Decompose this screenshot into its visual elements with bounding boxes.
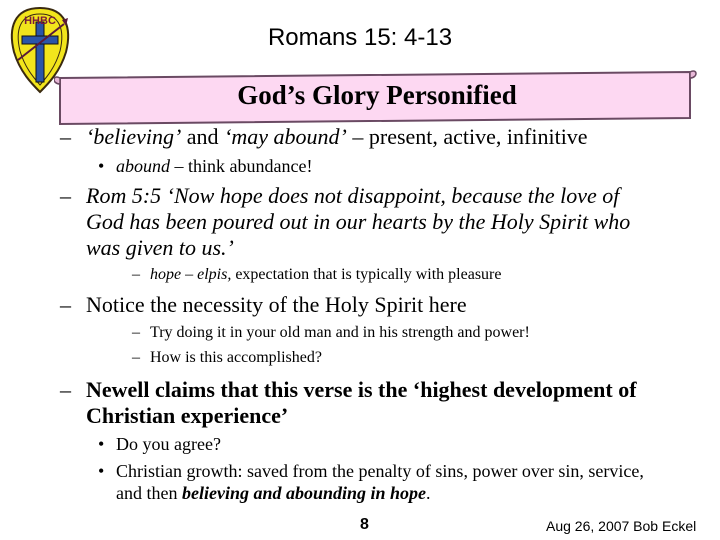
bullet-believing [60,124,588,150]
bullet-text: and then [116,483,182,503]
subbullet-abound [98,156,312,177]
dash-marker: – [132,324,140,341]
term-may-abound: ‘may abound’ [224,124,347,149]
bullet-text: Try doing it in your old man and in his strength and power! [150,324,530,341]
subbullet-old-man [132,324,530,342]
quote-line-2: God has been poured out in our hearts by the Holy Spirit who [86,209,631,234]
title-scroll-banner [54,66,700,126]
slide-header: Romans 15: 4-13 [267,24,453,51]
dot-marker: • [98,434,105,454]
quote-line-3: was given to us.’ [86,235,234,260]
bullet-text: – think abundance! [170,156,313,176]
bullet-text: – present, active, infinitive [346,124,588,149]
bullet-text: . [426,483,431,503]
term-hope-elpis: hope – elpis, [150,266,232,283]
newell-line-2: Christian experience’ [86,403,289,428]
growth-line-1: Christian growth: saved from the penalty of sins, power over sin, service, [116,461,644,481]
dash-marker: – [132,266,140,283]
footer-date-author: Aug 26, 2007 Bob Eckel [546,518,697,534]
bullet-text: Notice the necessity of the Holy Spirit here [86,292,467,317]
bullet-rom-5-5 [60,183,619,209]
dot-marker: • [98,156,105,176]
quote-line-1: Rom 5:5 ‘Now hope does not disappoint, because the love of [86,183,620,208]
subbullet-growth [98,461,644,482]
term-abound: abound [116,156,170,176]
bullet-text: Do you agree? [116,434,221,454]
term-believing: ‘believing’ [86,124,182,149]
dash-marker: – [60,292,71,317]
slide-title: God’s Glory Personified [237,80,517,110]
subbullet-agree [98,434,221,455]
dash-marker: – [132,349,140,366]
dash-marker: – [60,183,71,208]
dash-marker: – [60,124,71,149]
bullet-newell [60,377,637,403]
dash-marker: – [60,377,71,402]
page-number: 8 [360,516,369,533]
bullet-holy-spirit [60,292,467,318]
term-believing-abounding: believing and abounding in hope [181,483,427,503]
newell-line-1: Newell claims that this verse is the ‘highest development of [86,377,637,402]
subbullet-accomplished [132,349,322,367]
dot-marker: • [98,461,105,481]
growth-line-2 [116,483,431,504]
logo-text: HHBC [24,15,56,27]
bullet-text: How is this accomplished? [150,349,322,366]
subbullet-hope-elpis [132,266,501,284]
bullet-text: expectation that is typically with pleasure [231,266,502,283]
bullet-text: and [181,124,225,149]
